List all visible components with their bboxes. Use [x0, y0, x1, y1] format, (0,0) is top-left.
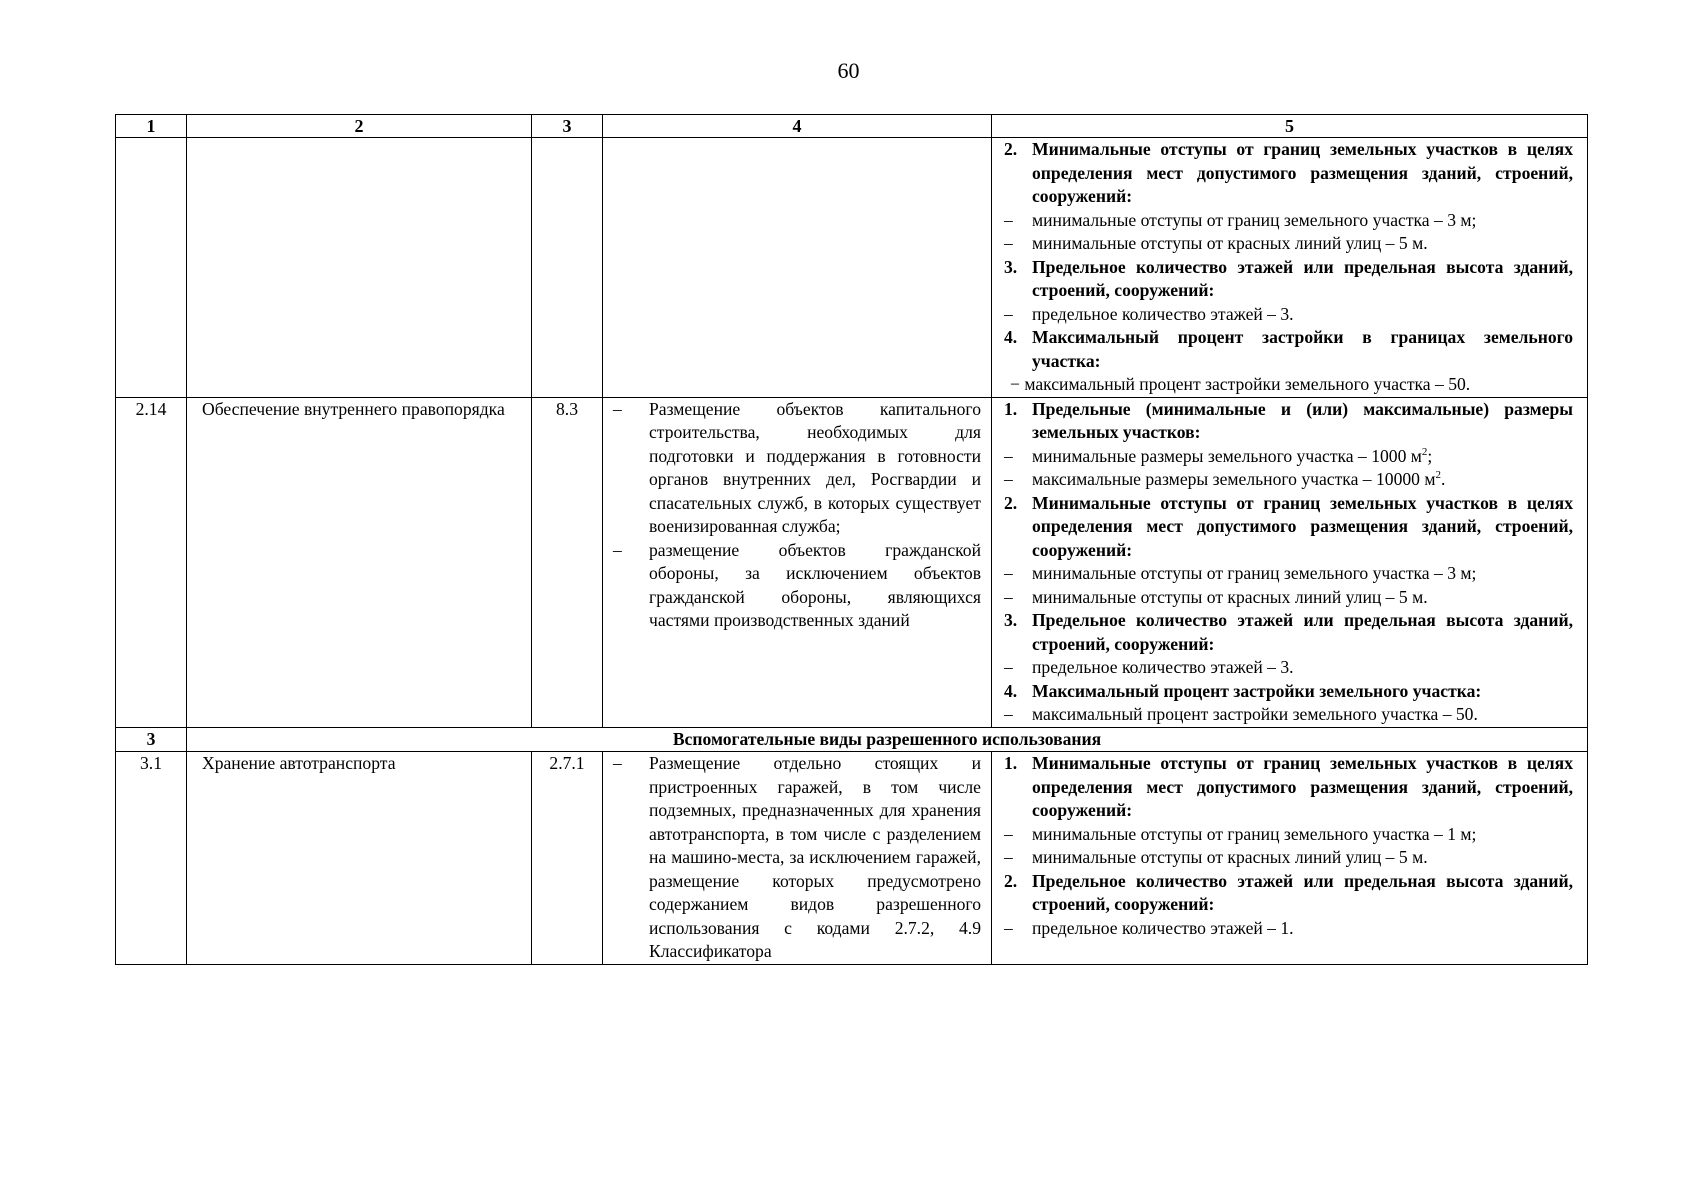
use-name: Обеспечение внутреннего правопорядка	[187, 397, 532, 727]
param-line: – предельное количество этажей – 1.	[1004, 917, 1294, 938]
row-number: 2.14	[116, 397, 187, 727]
params-cell	[992, 397, 1588, 727]
header-col-1: 1	[116, 115, 187, 138]
param-line: – максимальные размеры земельного участка – 10000 $м^2$.	[1004, 469, 1446, 489]
param-heading: 2. Предельное количество этажей или предельная высота зданий, строений, сооружений:	[1004, 870, 1573, 914]
table-row-3-1	[116, 752, 1588, 965]
param-heading: 1. Минимальные отступы от границ земельных участков в целях определения мест допустимого размещения зданий, строений, сооружений:	[1004, 753, 1573, 820]
land-use-table	[115, 114, 1588, 965]
table-row-continuation	[116, 138, 1588, 398]
header-col-5: 5	[992, 115, 1588, 138]
params-cell	[992, 138, 1588, 398]
use-code: 2.7.1	[532, 752, 603, 965]
use-code: 8.3	[532, 397, 603, 727]
param-heading: 3. Предельное количество этажей или предельная высота зданий, строений, сооружений:	[1004, 610, 1573, 654]
page-number: 60	[837, 58, 860, 83]
table-row-2-14	[116, 397, 1588, 727]
param-line: – минимальные отступы от границ земельного участка – 3 м;	[1004, 209, 1477, 230]
param-line: – минимальные размеры земельного участка – 1000 $м^2$;	[1004, 445, 1433, 466]
header-row	[116, 115, 1588, 138]
param-heading: 1. Предельные (минимальные и (или) максимальные) размеры земельных участков:	[1004, 398, 1573, 442]
header-col-4: 4	[603, 115, 992, 138]
section-row-3	[116, 727, 1588, 752]
use-name: Хранение автотранспорта	[187, 752, 532, 965]
param-heading: 3. Предельное количество этажей или предельная высота зданий, строений, сооружений:	[1004, 256, 1573, 300]
use-description: – Размещение отдельно стоящих и пристроенных гаражей, в том числе подземных, предназначенных для хранения автотранспорта, в том числе с разделением на машино-места, за исключением гаражей, размещение которых предусмотрено содержанием видов разрешенного использования с кодами 2.7.2, 4.9 Классификатора	[603, 752, 992, 965]
params-cell	[992, 752, 1588, 965]
param-line: – предельное количество этажей – 3.	[1004, 303, 1294, 324]
param-line: − максимальный процент застройки земельного участка – 50.	[1010, 374, 1471, 394]
param-heading: 4. Максимальный процент застройки в границах земельного участка:	[1004, 327, 1573, 371]
param-line: – минимальные отступы от границ земельного участка – 3 м;	[1004, 563, 1477, 583]
section-title: Вспомогательные виды разрешенного использования	[187, 727, 1588, 752]
param-line: – минимальные отступы от красных линий улиц – 5 м.	[1004, 586, 1428, 607]
param-heading: 2. Минимальные отступы от границ земельных участков в целях определения мест допустимого размещения зданий, строений, сооружений:	[1004, 492, 1573, 560]
use-description: – Размещение объектов капитального строительства, необходимых для подготовки и поддержания в готовности органов внутренних дел, Росгвардии и спасательных служб, в которых существует военизированная служба; – размещение объектов гражданской обороны, за исключением объектов гражданской обороны, являющихся частями производственных зданий	[603, 397, 992, 727]
header-col-3: 3	[532, 115, 603, 138]
section-number: 3	[116, 727, 187, 752]
param-heading: 4. Максимальный процент застройки земельного участка:	[1004, 680, 1482, 701]
param-line: – максимальный процент застройки земельного участка – 50.	[1004, 704, 1478, 724]
row-number: 3.1	[116, 752, 187, 965]
param-heading: 2. Минимальные отступы от границ земельных участков в целях определения мест допустимого размещения зданий, строений, сооружений:	[1004, 139, 1573, 206]
param-line: – минимальные отступы от красных линий улиц – 5 м.	[1004, 233, 1428, 253]
param-line: – предельное количество этажей – 3.	[1004, 657, 1294, 677]
header-col-2: 2	[187, 115, 532, 138]
param-line: – минимальные отступы от границ земельного участка – 1 м;	[1004, 823, 1477, 844]
param-line: – минимальные отступы от красных линий улиц – 5 м.	[1004, 847, 1428, 867]
